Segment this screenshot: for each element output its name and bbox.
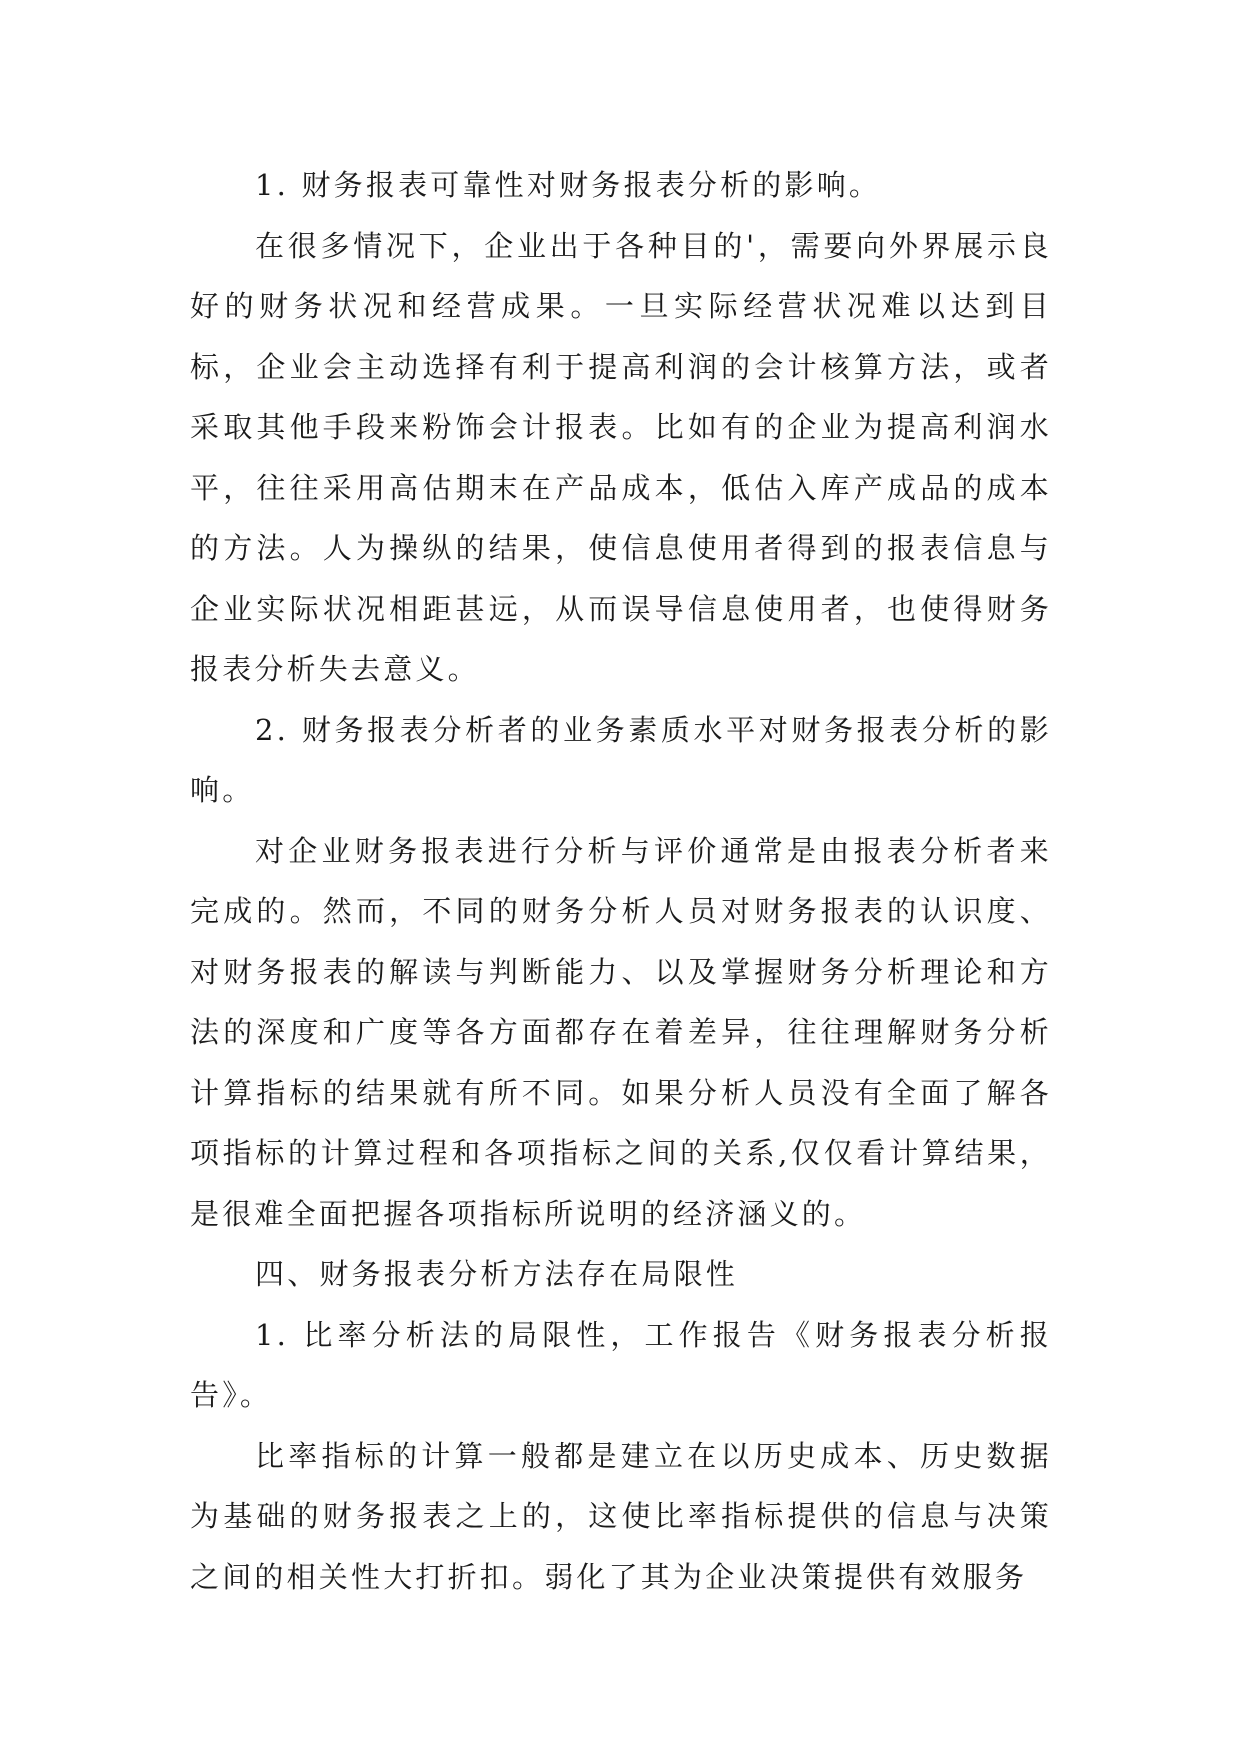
paragraph-6-heading: 1. 比率分析法的局限性，工作报告《财务报表分析报告》。	[190, 1317, 1052, 1412]
paragraph-2: 在很多情况下，企业出于各种目的'，需要向外界展示良好的财务状况和经营成果。一旦实际经营状况难以达到目标，企业会主动选择有利于提高利润的会计核算方法，或者采取其他手段来粉饰会计报表。比如有的企业为提高利润水平，往往采用高估期末在产品成本，低估入库产成品的成本的方法。人为操纵的结果，使信息使用者得到的报表信息与企业实际状况相距甚远，从而误导信息使用者，也使得财务报表分析失去意义。	[190, 228, 1052, 686]
document-body	[190, 155, 1052, 1607]
paragraph-7: 比率指标的计算一般都是建立在以历史成本、历史数据为基础的财务报表之上的，这使比率指标提供的信息与决策之间的相关性大打折扣。弱化了其为企业决策提供有效服务	[190, 1438, 1052, 1594]
paragraph-3-heading: 2. 财务报表分析者的业务素质水平对财务报表分析的影响。	[190, 712, 1052, 807]
paragraph-1-heading: 1. 财务报表可靠性对财务报表分析的影响。	[255, 168, 882, 202]
section-heading: 四、财务报表分析方法存在局限性	[255, 1257, 739, 1291]
paragraph-4: 对企业财务报表进行分析与评价通常是由报表分析者来完成的。然而，不同的财务分析人员对财务报表的认识度、对财务报表的解读与判断能力、以及掌握财务分析理论和方法的深度和广度等各方面都存在着差异，往往理解财务分析计算指标的结果就有所不同。如果分析人员没有全面了解各项指标的计算过程和各项指标之间的关系,仅仅看计算结果，是很难全面把握各项指标所说明的经济涵义的。	[190, 833, 1052, 1231]
